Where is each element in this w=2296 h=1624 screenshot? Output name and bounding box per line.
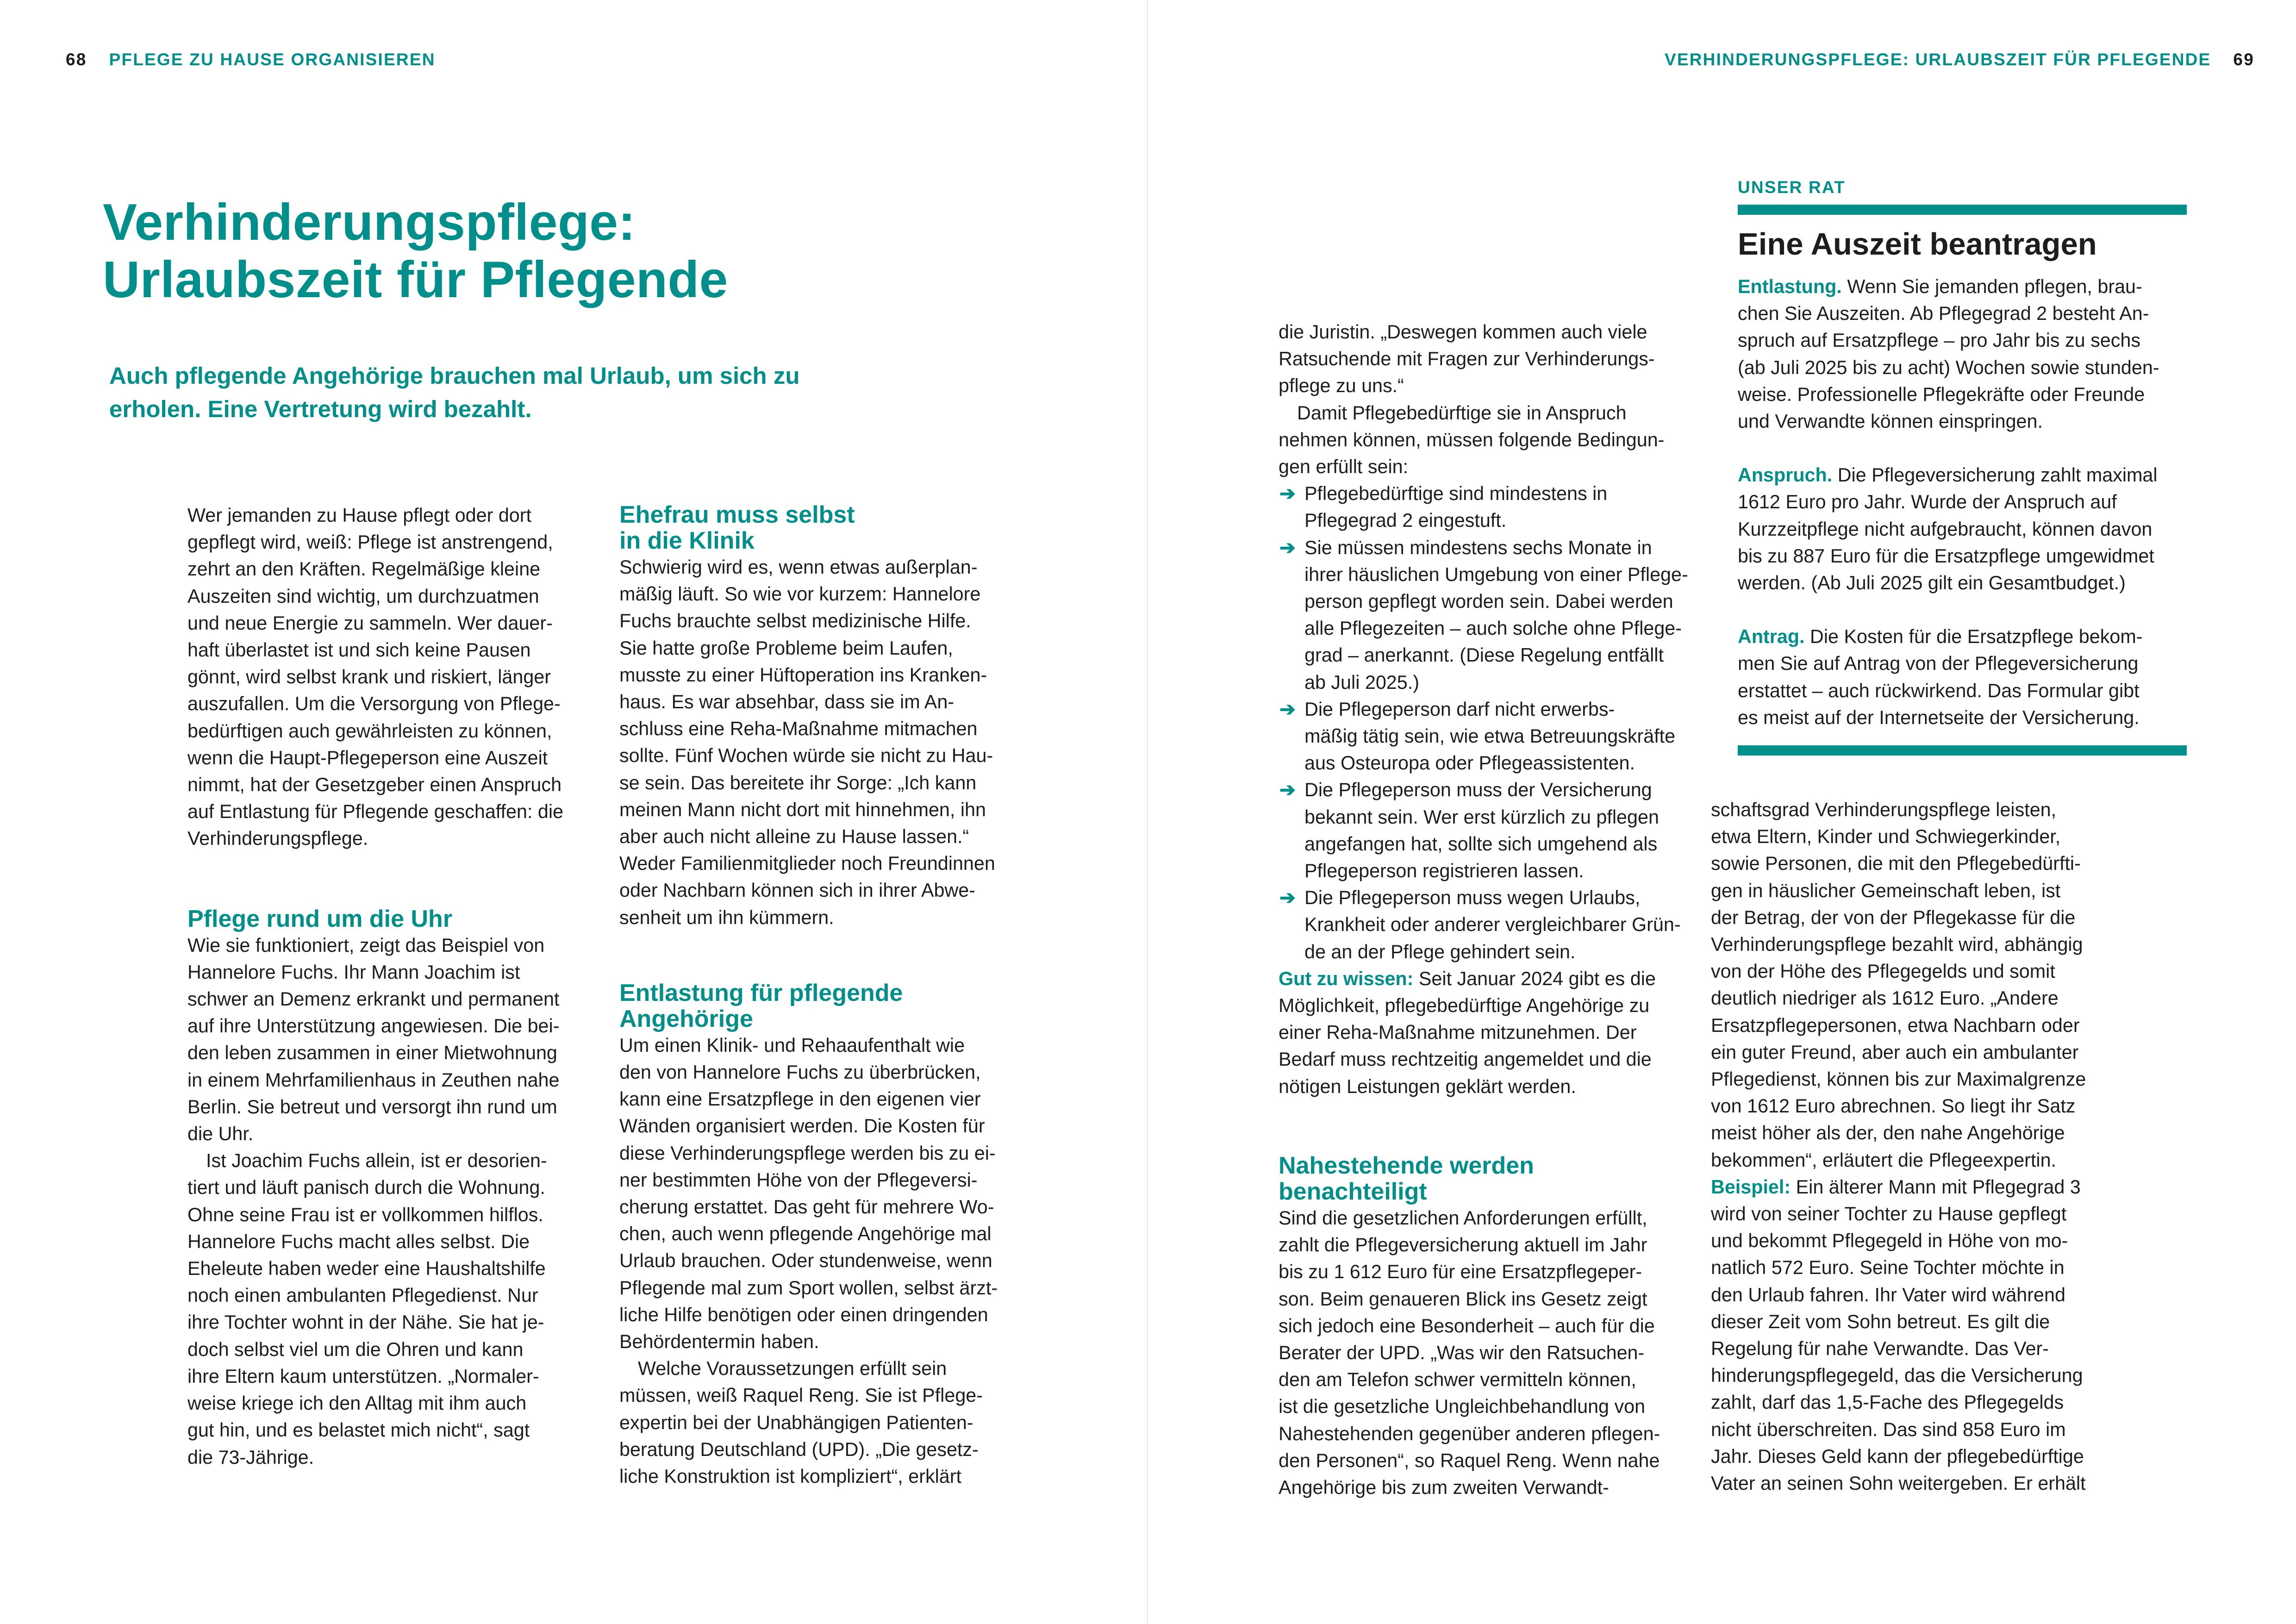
- subheading-ehefrau-klinik: in die Klinik: [619, 527, 755, 554]
- text-line: Ratsuchende mit Fragen zur Verhinderungs-: [1279, 348, 1655, 370]
- rat-label-antrag: Antrag.: [1738, 626, 1805, 648]
- text-line: einer Reha-Maßnahme mitzunehmen. Der: [1279, 1022, 1637, 1043]
- text-line: von der Höhe des Pflegegelds und somit: [1711, 961, 2055, 982]
- rat-label-entlastung: Entlastung.: [1738, 276, 1842, 297]
- text-line: Ohne seine Frau ist er vollkommen hilflos.: [187, 1204, 543, 1225]
- running-header-right: [1665, 50, 2254, 69]
- text-line: chen, auch wenn pflegende Angehörige mal: [619, 1223, 992, 1245]
- spacer: [187, 852, 595, 906]
- text-line: Behördentermin haben.: [619, 1331, 819, 1353]
- rat-entry-antrag: [1738, 623, 2159, 731]
- text-line: müssen, weiß Raquel Reng. Sie ist Pflege-: [619, 1385, 983, 1406]
- text-line: Auszeiten sind wichtig, um durchzuatmen: [187, 585, 539, 607]
- text-line: spruch auf Ersatzpflege – pro Jahr bis zu sechs: [1738, 330, 2140, 351]
- text-line: diese Verhinderungspflege werden bis zu ei-: [619, 1142, 996, 1164]
- text-line: Hannelore Fuchs. Ihr Mann Joachim ist: [187, 961, 520, 983]
- paragraph: [187, 932, 595, 1148]
- text-line: dieser Zeit vom Sohn betreut. Es gilt die: [1711, 1311, 2050, 1332]
- page-number-left: 68: [66, 50, 87, 69]
- running-header-left: [66, 50, 436, 69]
- text-line: etwa Eltern, Kinder und Schwiegerkinder,: [1711, 826, 2061, 848]
- text-line: auszufallen. Um die Versorgung von Pflege-: [187, 693, 561, 715]
- subheading-ehefrau-klinik: Ehefrau muss selbst: [619, 501, 855, 528]
- text-line: Pflegegrad 2 eingestuft.: [1304, 510, 1507, 531]
- text-line: Verhinderungspflege.: [187, 828, 368, 849]
- unser-rat-title: Eine Auszeit beantragen: [1738, 227, 2097, 262]
- text-line: ihre Eltern kaum unterstützen. „Normaler-: [187, 1365, 539, 1387]
- text-line: die Uhr.: [187, 1123, 254, 1145]
- text-line: ab Juli 2025.): [1304, 671, 1419, 693]
- text-line: grad – anerkannt. (Diese Regelung entfällt: [1304, 644, 1664, 666]
- text-line: Ersatzpflegepersonen, etwa Nachbarn oder: [1711, 1014, 2080, 1036]
- text-line: zehrt an den Kräften. Regelmäßige kleine: [187, 558, 541, 580]
- section-title-right: VERHINDERUNGSPFLEGE: URLAUBSZEIT FÜR PFLEGENDE: [1665, 50, 2211, 69]
- text-line: Jahr. Dieses Geld kann der pflegebedürftige: [1711, 1445, 2084, 1467]
- text-line: nimmt, hat der Gesetzgeber einen Anspruch: [187, 774, 562, 796]
- text-line: zahlt, darf das 1,5-Fache des Pflegegelds: [1711, 1392, 2064, 1413]
- paragraph: [1279, 1205, 1695, 1501]
- text-line: haus. Es war absehbar, dass sie im An-: [619, 691, 955, 713]
- text-line: Vater an seinen Sohn weitergeben. Er erhält: [1711, 1473, 2086, 1494]
- text-line: Damit Pflegebedürftige sie in Anspruch: [1297, 402, 1627, 424]
- text-line: gen erfüllt sein:: [1279, 456, 1409, 478]
- text-line: chen Sie Auszeiten. Ab Pflegegrad 2 besteht An-: [1738, 303, 2149, 325]
- text-line: nicht überschreiten. Das sind 858 Euro im: [1711, 1418, 2066, 1440]
- intro-line: Auch pflegende Angehörige brauchen mal Urlaub, um sich zu: [109, 362, 800, 389]
- text-line: pflege zu uns.“: [1279, 375, 1404, 397]
- text-run: Seit Januar 2024 gibt es die: [1413, 968, 1656, 989]
- text-run: Die Kosten für die Ersatzpflege bekom-: [1804, 626, 2143, 648]
- rat-entry-entlastung: [1738, 273, 2159, 435]
- paragraph: [619, 1032, 1036, 1355]
- text-run: Die Pflegeversicherung zahlt maximal: [1832, 464, 2158, 486]
- text-line: der Betrag, der von der Pflegekasse für die: [1711, 906, 2076, 928]
- paragraph: [187, 1147, 595, 1470]
- text-line: wird von seiner Tochter zu Hause gepflegt: [1711, 1203, 2067, 1225]
- text-line: Fuchs brauchte selbst medizinische Hilfe.: [619, 610, 971, 632]
- text-line: hinderungspflegegeld, das die Versicherung: [1711, 1365, 2083, 1387]
- text-line: Die Pflegeperson darf nicht erwerbs-: [1304, 698, 1615, 720]
- text-line: aus Osteuropa oder Pflegeassistenten.: [1304, 752, 1635, 774]
- spacer: [1738, 435, 2159, 462]
- text-line: den am Telefon schwer vermitteln können,: [1279, 1369, 1636, 1391]
- text-line: auf ihre Unterstützung angewiesen. Die bei-: [187, 1015, 560, 1037]
- text-line: die Juristin. „Deswegen kommen auch viele: [1279, 321, 1647, 343]
- text-line: musste zu einer Hüftoperation ins Kranken-: [619, 664, 987, 686]
- text-line: Die Pflegeperson muss wegen Urlaubs,: [1304, 887, 1641, 909]
- text-line: nehmen können, müssen folgende Bedingun-: [1279, 429, 1665, 450]
- text-line: Bedarf muss rechtzeitig angemeldet und die: [1279, 1049, 1652, 1070]
- text-line: Pflegebedürftige sind mindestens in: [1304, 483, 1608, 505]
- text-line: schwer an Demenz erkrankt und permanent: [187, 988, 560, 1010]
- text-line: und bekommt Pflegegeld in Höhe von mo-: [1711, 1230, 2068, 1252]
- text-line: (ab Juli 2025 bis zu acht) Wochen sowie stunden-: [1738, 356, 2159, 378]
- text-line: weise kriege ich den Alltag mit ihm auch: [187, 1393, 527, 1414]
- rat-label-anspruch: Anspruch.: [1738, 464, 1833, 486]
- text-line: ihre Tochter wohnt in der Nähe. Sie hat je-: [187, 1312, 544, 1333]
- subheading-nahestehende: Nahestehende werden: [1279, 1152, 1534, 1179]
- beispiel-paragraph: [1711, 1174, 2155, 1497]
- text-line: gönnt, wird selbst krank und riskiert, länger: [187, 666, 551, 688]
- text-line: bis zu 1 612 Euro für eine Ersatzpflegeper-: [1279, 1261, 1642, 1283]
- column-1: [187, 502, 595, 1471]
- intro-line: erholen. Eine Vertretung wird bezahlt.: [109, 396, 532, 422]
- text-line: Berlin. Sie betreut und versorgt ihn rund um: [187, 1096, 557, 1118]
- column-3: [1279, 319, 1695, 1501]
- intro-lead: [109, 359, 905, 426]
- arrow-icon: ➔: [1279, 887, 1296, 909]
- text-line: natlich 572 Euro. Seine Tochter möchte in: [1711, 1257, 2065, 1279]
- rat-entry-anspruch: [1738, 462, 2159, 596]
- text-line: mäßig läuft. So wie vor kurzem: Hannelore: [619, 583, 981, 605]
- text-line: bekommen“, erläutert die Pflegeexpertin.: [1711, 1149, 2057, 1171]
- page-number-right: 69: [2233, 50, 2254, 69]
- text-line: de an der Pflege gehindert sein.: [1304, 941, 1576, 962]
- text-line: Die Pflegeperson muss der Versicherung: [1304, 779, 1652, 801]
- text-line: den von Hannelore Fuchs zu überbrücken,: [619, 1062, 981, 1083]
- text-line: Pflegedienst, können bis zur Maximalgrenze: [1711, 1068, 2086, 1090]
- text-line: schaftsgrad Verhinderungspflege leisten,: [1711, 799, 2057, 820]
- text-line: Wie sie funktioniert, zeigt das Beispiel von: [187, 934, 545, 956]
- text-line: wenn die Haupt-Pflegeperson eine Auszeit: [187, 747, 548, 768]
- unser-rat-label: UNSER RAT: [1738, 178, 1846, 197]
- text-line: angefangen hat, sollte sich umgehend als: [1304, 833, 1658, 855]
- box-rule-bottom: [1738, 745, 2187, 756]
- text-line: Wänden organisiert werden. Die Kosten für: [619, 1115, 985, 1137]
- arrow-icon: ➔: [1279, 537, 1296, 558]
- bullet-item: [1279, 776, 1695, 884]
- text-line: sollte. Fünf Wochen würde sie nicht zu Hau-: [619, 745, 993, 767]
- text-line: von 1612 Euro abrechnen. So liegt ihr Satz: [1711, 1095, 2076, 1117]
- text-line: gut hin, und es belastet mich nicht“, sagt: [187, 1419, 530, 1441]
- bullet-item: [1279, 696, 1695, 777]
- paragraph: [1279, 319, 1695, 400]
- title-line: Verhinderungspflege:: [103, 194, 636, 251]
- text-line: Kurzzeitpflege nicht aufgebraucht, können davon: [1738, 518, 2152, 540]
- text-line: expertin bei der Unabhängigen Patienten-: [619, 1412, 973, 1433]
- spacer: [619, 958, 1036, 980]
- text-line: und Verwandte können einspringen.: [1738, 411, 2043, 432]
- spacer: [1738, 596, 2159, 623]
- text-line: den Urlaub fahren. Ihr Vater wird während: [1711, 1284, 2065, 1305]
- bullet-item: [1279, 884, 1695, 965]
- text-line: meist höher als der, den nahe Angehörige: [1711, 1122, 2065, 1144]
- column-4: [1711, 796, 2155, 1497]
- paragraph-intro: [187, 502, 595, 852]
- paragraph: [1279, 400, 1695, 481]
- text-line: Nahestehenden gegenüber anderen pflegen-: [1279, 1423, 1660, 1444]
- text-line: Sie hatte große Probleme beim Laufen,: [619, 637, 953, 659]
- text-line: Regelung für nahe Verwandte. Das Ver-: [1711, 1338, 2049, 1360]
- subheading-entlastung: Entlastung für pflegende: [619, 979, 903, 1006]
- text-line: mäßig tätig sein, wie etwa Betreuungskräfte: [1304, 725, 1676, 747]
- text-line: Ist Joachim Fuchs allein, ist er desorien-: [206, 1150, 547, 1172]
- paragraph: [619, 554, 1036, 931]
- text-line: beratung Deutschland (UPD). „Die gesetz-: [619, 1438, 979, 1460]
- text-line: oder Nachbarn können sich in ihrer Abwe-: [619, 880, 976, 901]
- text-line: in einem Mehrfamilienhaus in Zeuthen nahe: [187, 1069, 560, 1091]
- text-line: schluss eine Reha-Maßnahme mitmachen: [619, 718, 978, 740]
- text-line: zahlt die Pflegeversicherung aktuell im Jahr: [1279, 1234, 1647, 1256]
- column-2: [619, 502, 1036, 1490]
- article-title: [103, 194, 890, 308]
- gut-zu-wissen-note: [1279, 965, 1695, 1100]
- text-line: cherung erstattet. Das geht für mehrere Wo-: [619, 1196, 994, 1218]
- text-line: ihrer häuslichen Umgebung von einer Pflege-: [1304, 563, 1688, 585]
- text-line: meinen Mann nicht dort mit hinnehmen, ihn: [619, 799, 986, 820]
- beispiel-label: Beispiel:: [1711, 1176, 1791, 1198]
- text-line: alle Pflegezeiten – auch solche ohne Pflege-: [1304, 618, 1682, 639]
- paragraph: [1711, 796, 2155, 1174]
- text-line: sowie Personen, die mit den Pflegebedürfti-: [1711, 853, 2081, 874]
- gut-zu-wissen-label: Gut zu wissen:: [1279, 968, 1414, 989]
- text-line: Möglichkeit, pflegebedürftige Angehörige zu: [1279, 995, 1650, 1017]
- text-line: Um einen Klinik- und Rehaaufenthalt wie: [619, 1034, 965, 1056]
- text-line: Berater der UPD. „Was wir den Ratsuchen-: [1279, 1342, 1645, 1363]
- text-line: Urlaub brauchen. Oder stundenweise, wenn: [619, 1250, 992, 1272]
- text-run: Ein älterer Mann mit Pflegegrad 3: [1791, 1176, 2081, 1198]
- text-line: Welche Voraussetzungen erfüllt sein: [638, 1358, 947, 1380]
- section-title-left: PFLEGE ZU HAUSE ORGANISIEREN: [109, 50, 436, 69]
- spacer: [1279, 1127, 1695, 1153]
- text-line: senheit um ihn kümmern.: [619, 906, 834, 928]
- arrow-icon: ➔: [1279, 483, 1296, 505]
- text-line: weise. Professionelle Pflegekräfte oder Freunde: [1738, 383, 2145, 405]
- text-line: die 73-Jährige.: [187, 1446, 314, 1468]
- text-line: erstattet – auch rückwirkend. Das Formular gibt: [1738, 680, 2140, 701]
- bullet-item: [1279, 534, 1695, 696]
- text-line: nötigen Leistungen geklärt werden.: [1279, 1075, 1576, 1097]
- spacer: [1279, 1100, 1695, 1127]
- subheading-entlastung: Angehörige: [619, 1005, 753, 1032]
- text-line: gen in häuslicher Gemeinschaft leben, ist: [1711, 880, 2061, 901]
- spacer: [619, 931, 1036, 958]
- text-line: bekannt sein. Wer erst kürzlich zu pflegen: [1304, 806, 1659, 828]
- text-run: Wenn Sie jemanden pflegen, brau-: [1841, 276, 2142, 297]
- text-line: deutlich niedriger als 1612 Euro. „Andere: [1711, 987, 2059, 1009]
- text-line: Verhinderungspflege bezahlt wird, abhängig: [1711, 934, 2083, 956]
- text-line: den Personen“, so Raquel Reng. Wenn nahe: [1279, 1449, 1660, 1471]
- text-line: bis zu 887 Euro für die Ersatzpflege umgewidmet: [1738, 545, 2154, 567]
- text-line: Angehörige bis zum zweiten Verwandt-: [1279, 1476, 1609, 1498]
- text-line: se sein. Das bereitete ihr Sorge: „Ich kann: [619, 772, 977, 793]
- text-line: Krankheit oder anderer vergleichbarer Grün-: [1304, 914, 1681, 936]
- text-line: Weder Familienmitglieder noch Freundinnen: [619, 853, 995, 874]
- subheading-nahestehende: benachteiligt: [1279, 1178, 1427, 1205]
- text-line: liche Konstruktion ist kompliziert“, erklärt: [619, 1466, 961, 1487]
- text-line: Wer jemanden zu Hause pflegt oder dort: [187, 505, 532, 526]
- text-line: Pflegende mal zum Sport wollen, selbst ärzt-: [619, 1277, 998, 1299]
- text-line: ner bestimmten Höhe von der Pflegeversi-: [619, 1169, 978, 1191]
- text-line: liche Hilfe benötigen oder einen dringenden: [619, 1304, 988, 1325]
- text-line: haft überlastet ist und sich keine Pausen: [187, 639, 531, 661]
- text-line: Eheleute haben weder eine Haushaltshilfe: [187, 1258, 546, 1280]
- text-line: ist die gesetzliche Ungleichbehandlung von: [1279, 1396, 1646, 1418]
- text-line: werden. (Ab Juli 2025 gilt ein Gesamtbudget.): [1738, 572, 2126, 594]
- title-line: Urlaubszeit für Pflegende: [103, 251, 728, 308]
- text-line: auf Entlastung für Pflegende geschaffen: die: [187, 801, 564, 823]
- text-line: aber auch nicht alleine zu Hause lassen.“: [619, 826, 969, 848]
- text-line: ein guter Freund, aber auch ein ambulanter: [1711, 1041, 2079, 1063]
- box-rule-top: [1738, 205, 2187, 215]
- text-line: Sind die gesetzlichen Anforderungen erfüllt,: [1279, 1207, 1647, 1229]
- text-line: 1612 Euro pro Jahr. Wurde der Anspruch auf: [1738, 491, 2117, 513]
- text-line: son. Beim genaueren Blick ins Gesetz zeigt: [1279, 1288, 1647, 1310]
- text-line: es meist auf der Internetseite der Versicherung.: [1738, 706, 2140, 728]
- text-line: doch selbst viel um die Ohren und kann: [187, 1338, 524, 1360]
- text-line: Sie müssen mindestens sechs Monate in: [1304, 537, 1652, 558]
- arrow-icon: ➔: [1279, 698, 1296, 720]
- subheading-pflege-rund-um-die-uhr: Pflege rund um die Uhr: [187, 905, 453, 932]
- text-line: noch einen ambulanten Pflegedienst. Nur: [187, 1285, 538, 1306]
- text-line: den leben zusammen in einer Mietwohnung: [187, 1042, 557, 1064]
- text-line: men Sie auf Antrag von der Pflegeversicherung: [1738, 653, 2139, 675]
- paragraph: [619, 1355, 1036, 1490]
- arrow-icon: ➔: [1279, 779, 1296, 801]
- text-line: sich jedoch eine Besonderheit – auch für die: [1279, 1315, 1655, 1337]
- text-line: person gepflegt worden sein. Dabei werden: [1304, 591, 1673, 612]
- text-line: Hannelore Fuchs macht alles selbst. Die: [187, 1230, 530, 1252]
- text-line: und neue Energie zu sammeln. Wer dauer-: [187, 612, 553, 634]
- text-line: gepflegt wird, weiß: Pflege ist anstrengend,: [187, 531, 553, 553]
- text-line: Pflegeperson registrieren lassen.: [1304, 860, 1584, 882]
- text-line: kann eine Ersatzpflege in den eigenen vier: [619, 1088, 981, 1110]
- text-line: bedürftigen auch gewährleisten zu können,: [187, 720, 552, 742]
- unser-rat-body: [1738, 273, 2159, 731]
- text-line: Schwierig wird es, wenn etwas außerplan-: [619, 556, 978, 578]
- text-line: tiert und läuft panisch durch die Wohnung.: [187, 1177, 545, 1199]
- bullet-item: [1279, 480, 1695, 534]
